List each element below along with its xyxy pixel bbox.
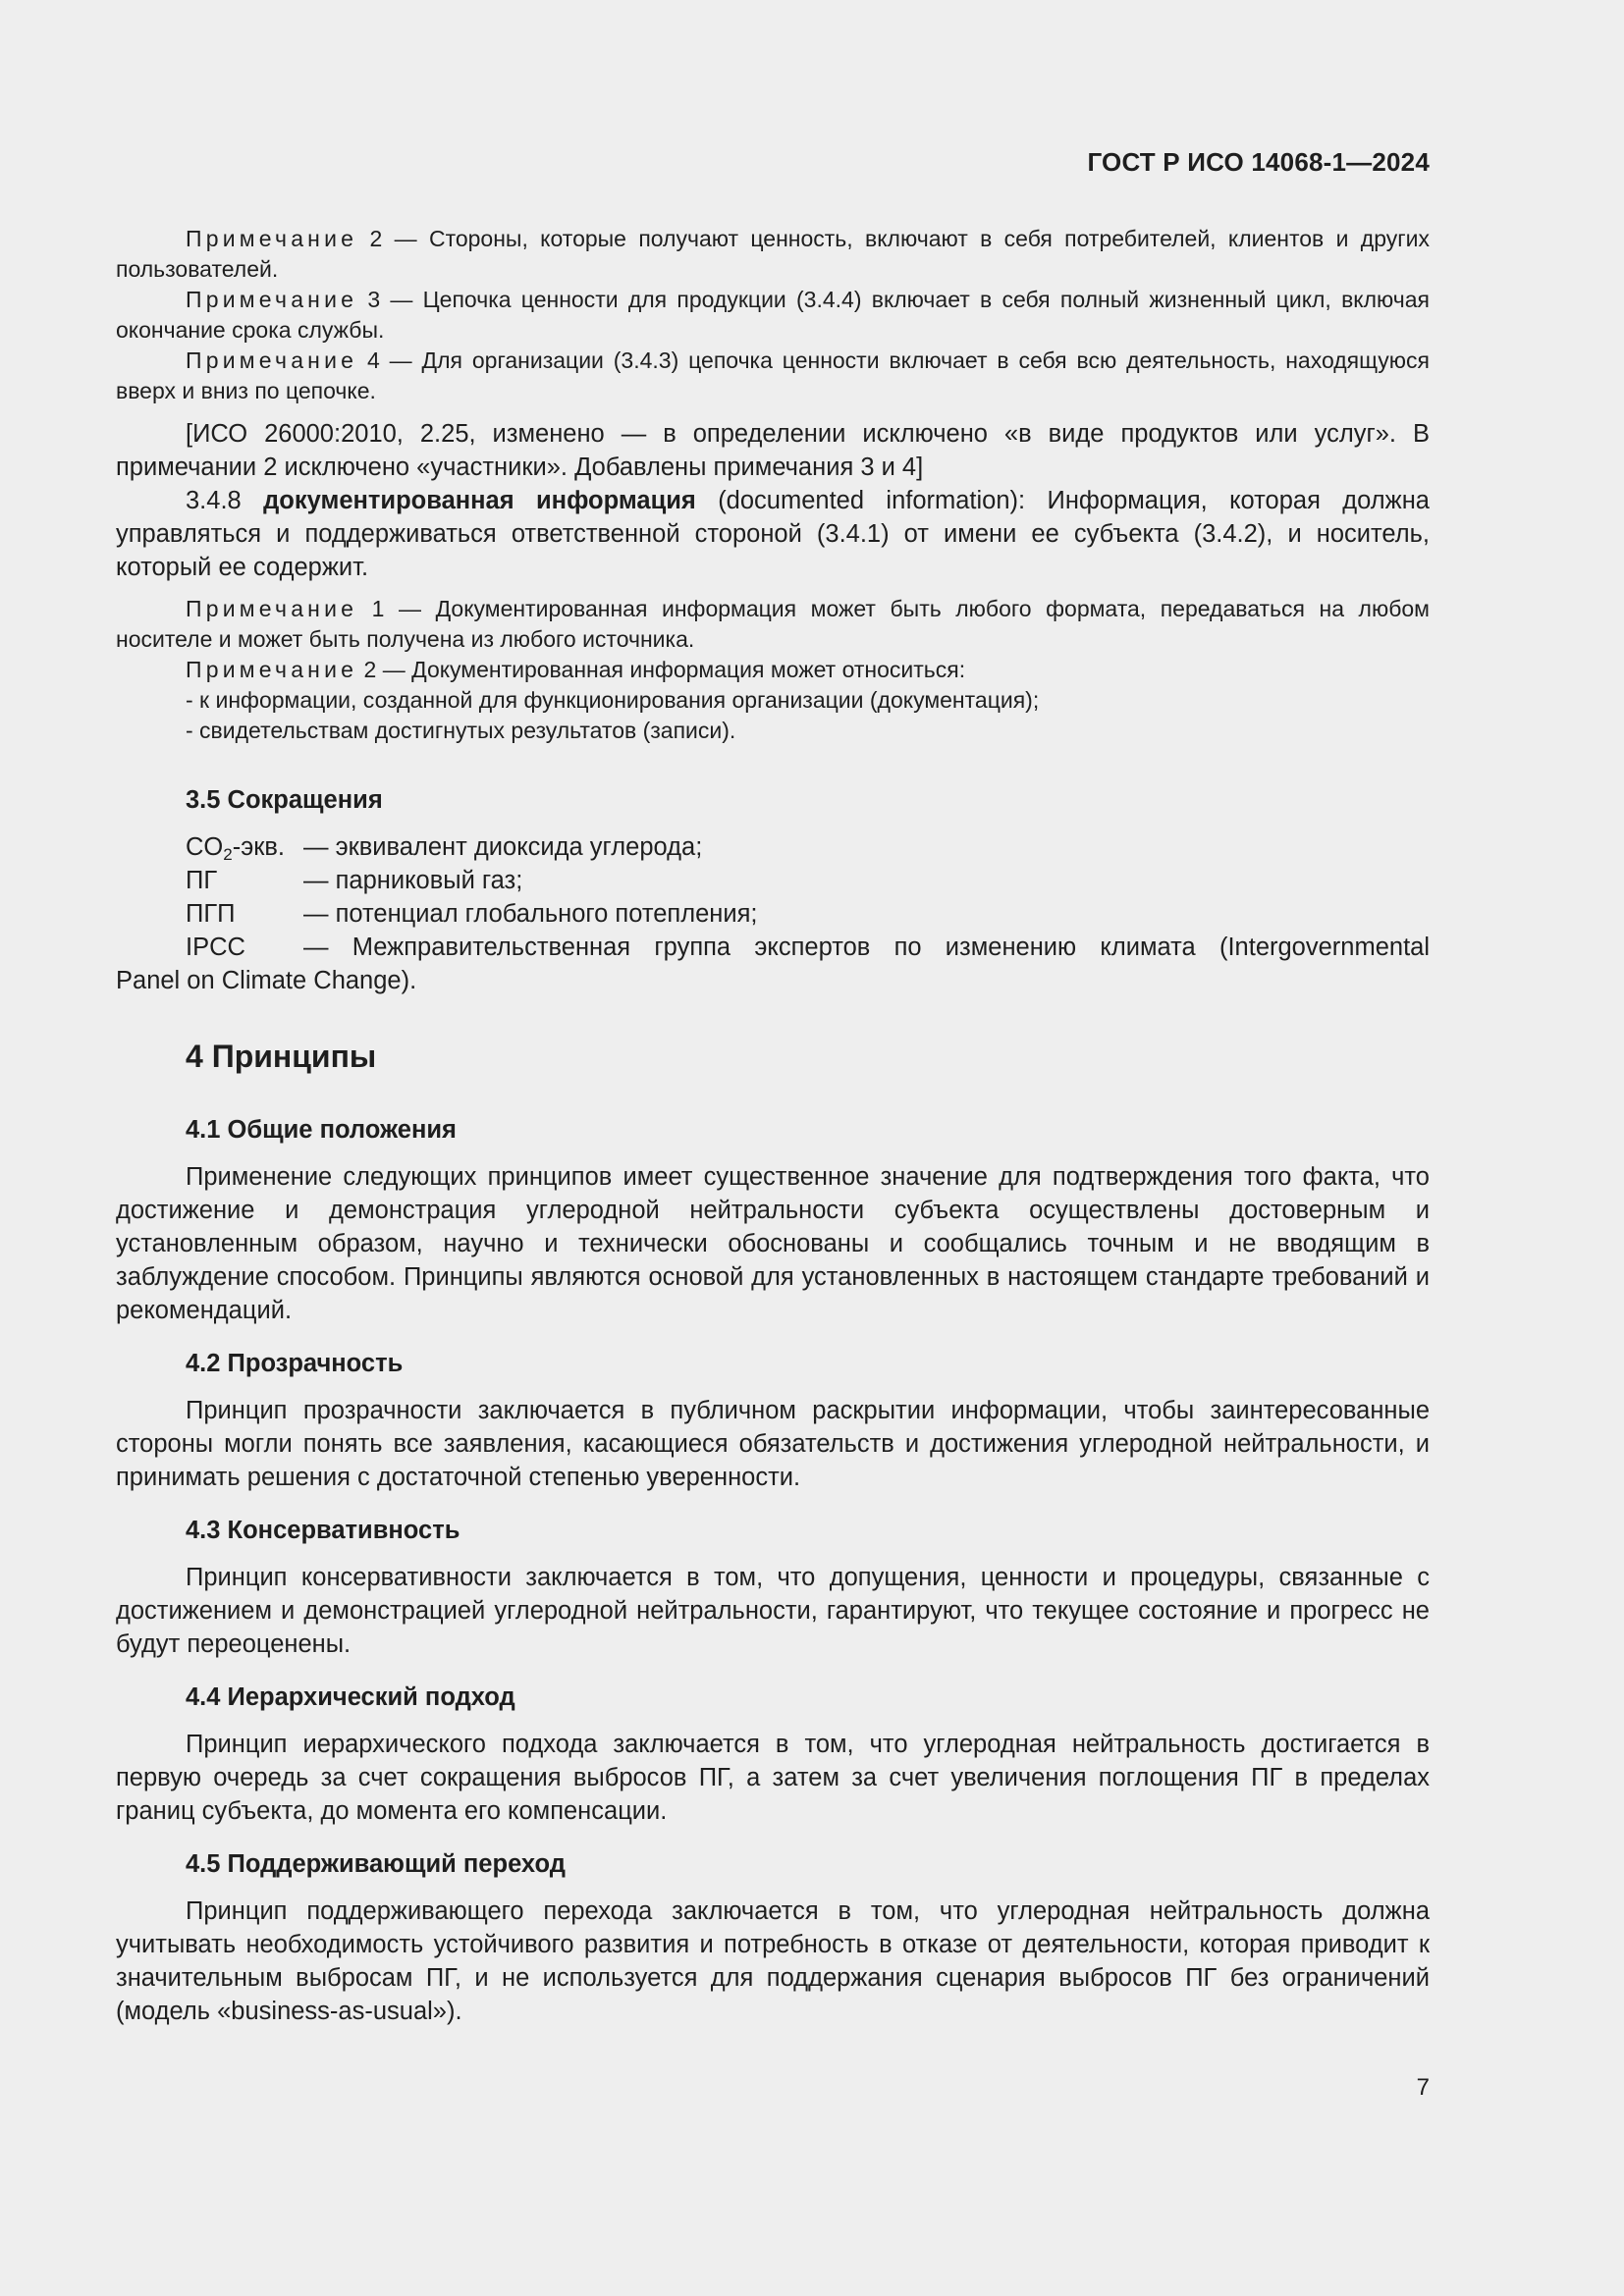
abbreviation-term: IPCC — [186, 934, 245, 961]
abbreviation-term: ПГП — [186, 900, 236, 928]
section-heading: 4.3 Консервативность — [186, 1517, 460, 1544]
note-label: Примечание — [186, 226, 358, 251]
abbreviation-term-part: -экв. — [232, 833, 286, 861]
term-number: 3.4.8 — [186, 487, 264, 514]
section-paragraph: Принцип иерархического подхода заключается в том, что углеродная нейтральность достигается в первую очередь за счет сокращения выбросов ПГ, а затем за счет увеличения поглощения ПГ в пределах границ субъекта, до момента его компенсации. — [116, 1731, 1430, 1825]
note-text: 1 — Документированная информация может быть любого формата, передаваться на любом носителе и может быть получена из любого источника. — [116, 596, 1430, 652]
abbreviation-continuation: Panel on Climate Change). — [116, 967, 417, 994]
abbreviation-definition: — эквивалент диоксида углерода; — [303, 833, 703, 861]
abbreviation-row — [116, 830, 1430, 864]
abbreviation-definition: — Межправительственная группа экспертов по изменению климата (Intergovernmental — [303, 934, 1430, 961]
note-paragraph — [116, 655, 1430, 685]
abbreviation-definition: — парниковый газ; — [303, 867, 523, 894]
section-heading: 4.4 Иерархический подход — [186, 1683, 515, 1711]
chapter-heading: 4 Принципы — [186, 1039, 377, 1074]
abbreviation-term — [186, 830, 303, 864]
term-definition — [116, 484, 1430, 584]
note-paragraph — [116, 594, 1430, 655]
term-name: документированная информация — [263, 487, 696, 514]
page-content — [116, 224, 1430, 2028]
section-heading: 4.2 Прозрачность — [186, 1350, 404, 1377]
abbreviation-term-subscript: 2 — [223, 845, 233, 864]
note-label: Примечание — [186, 287, 358, 312]
note-label: Примечание — [186, 596, 358, 621]
list-item: - свидетельствам достигнутых результатов (записи). — [186, 718, 736, 743]
abbreviation-row — [116, 897, 1430, 931]
abbreviation-definition: — потенциал глобального потепления; — [303, 900, 758, 928]
note-text: 3 — Цепочка ценности для продукции (3.4.4) включает в себя полный жизненный цикл, включая окончание срока службы. — [116, 287, 1430, 343]
section-paragraph: Применение следующих принципов имеет существенное значение для подтверждения того факта, что достижение и демонстрация углеродной нейтральности субъекта осуществлены достоверным и установленным образом, научно и технически обоснованы и сообщались точным и не вводящим в заблуждение способом. Принципы являются основой для установленных в настоящем стандарте требований и рекомендаций. — [116, 1163, 1430, 1324]
abbreviation-term-part: CO — [186, 833, 224, 861]
list-item: - к информации, созданной для функционирования организации (документация); — [186, 687, 1040, 713]
page-number: 7 — [1416, 2074, 1430, 2101]
note-paragraph — [116, 346, 1430, 406]
note-label: Примечание — [186, 657, 358, 682]
note-text: 2 — Стороны, которые получают ценность, включают в себя потребителей, клиентов и других пользователей. — [116, 226, 1430, 282]
section-paragraph: Принцип поддерживающего перехода заключается в том, что углеродная нейтральность должна учитывать необходимость устойчивого развития и потребность в отказе от деятельности, которая приводит к значительным выбросам ПГ, и не используется для поддержания сценария выбросов ПГ без ограничений (модель «business-as-usual»). — [116, 1897, 1430, 2025]
note-text: 4 — Для организации (3.4.3) цепочка ценности включает в себя всю деятельность, находящуюся вверх и вниз по цепочке. — [116, 347, 1430, 403]
section-heading: 4.5 Поддерживающий переход — [186, 1850, 566, 1878]
note-text: 2 — Документированная информация может относиться: — [357, 657, 966, 682]
section-paragraph: Принцип консервативности заключается в том, что допущения, ценности и процедуры, связанные с достижением и демонстрацией углеродной нейтральности, гарантируют, что текущее состояние и прогресс не будут переоценены. — [116, 1564, 1430, 1658]
note-paragraph — [116, 285, 1430, 346]
term-definition-text: (documented information): Информация, которая должна управляться и поддерживаться ответственной стороной (3.4.1) от имени ее субъекта (3.4.2), и носитель, который ее содержит. — [116, 487, 1430, 581]
section-heading: 3.5 Сокращения — [186, 786, 383, 814]
abbreviations-list — [116, 830, 1430, 997]
abbreviation-row — [116, 864, 1430, 897]
note-paragraph — [116, 224, 1430, 285]
document-header: ГОСТ Р ИСО 14068-1—2024 — [1087, 147, 1430, 177]
section-paragraph: Принцип прозрачности заключается в публичном раскрытии информации, чтобы заинтересованные стороны могли понять все заявления, касающиеся обязательств и достижения углеродной нейтральности, и принимать решения с достаточной степенью уверенности. — [116, 1397, 1430, 1491]
abbreviation-term: ПГ — [186, 867, 218, 894]
note-label: Примечание — [186, 347, 358, 373]
section-heading: 4.1 Общие положения — [186, 1116, 457, 1144]
abbreviation-row — [116, 931, 1430, 964]
source-reference: [ИСО 26000:2010, 2.25, изменено — в определении исключено «в виде продуктов или услуг». В примечании 2 исключено «участники». Добавлены примечания 3 и 4] — [116, 420, 1430, 481]
